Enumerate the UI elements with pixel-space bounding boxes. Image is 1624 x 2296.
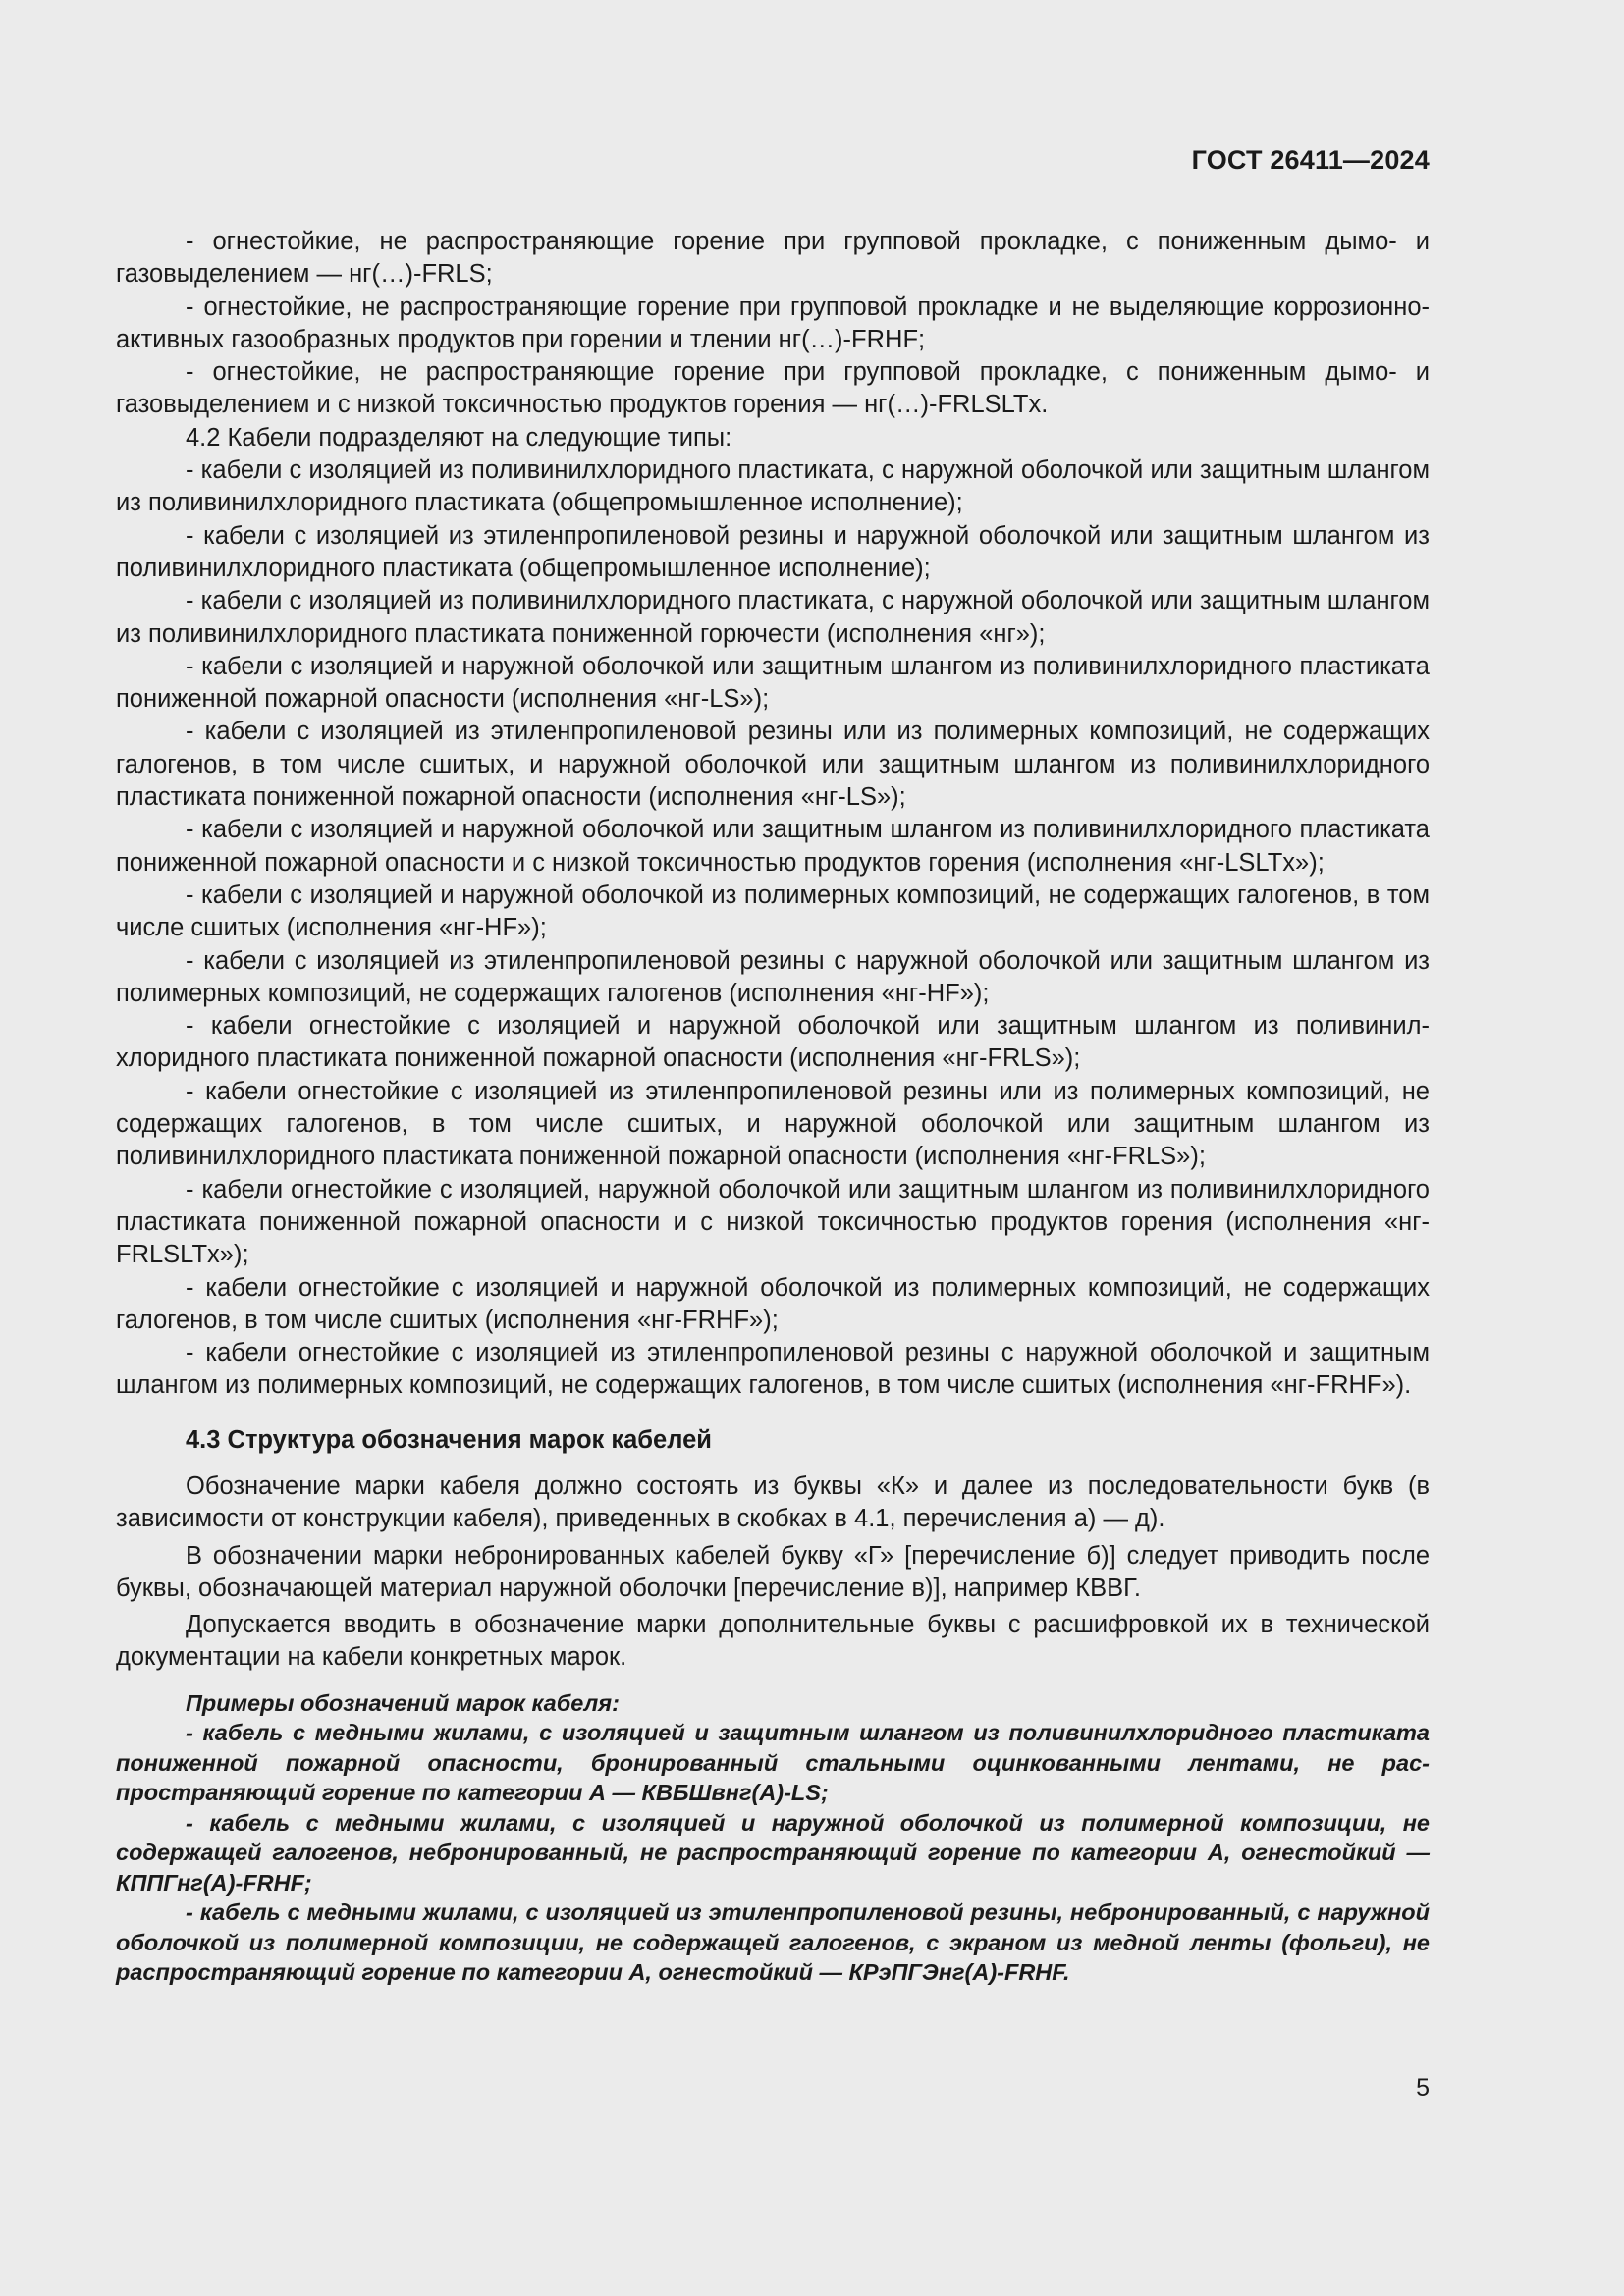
examples-block: [116, 1688, 1430, 1988]
list-item-4-2: - кабели огнестойкие с изоляцией и наружной оболочкой из полимерных композиций, не содержащих галогенов, в том числе сшитых (исполнения «нг-FRHF»);: [116, 1273, 1430, 1334]
list-item-4-2: - кабели с изоляцией и наружной оболочкой из полимерных композиций, не содержащих галогенов, в том числе сшитых (исполнения «нг-HF»);: [116, 881, 1430, 942]
list-item-4-2: - кабели с изоляцией из поливинилхлоридного пластиката, с наружной оболочкой или защитным шлангом из поливинилхлоридного пластиката пониженной горючести (исполнения «нг»);: [116, 587, 1430, 648]
list-item-4-1: - огнестойкие, не распространяющие горение при групповой прокладке и не выделяющие коррозионно-активных газообразных продуктов при горении и тлении нг(…)-FRHF;: [116, 293, 1430, 353]
section-4-3-paragraph: В обозначении марки небронированных кабелей букву «Г» [перечисление б)] следует приводить после буквы, обозначающей материал наружной оболочки [перечисление в)], например КВВГ.: [116, 1541, 1430, 1602]
list-item-4-2: - кабели огнестойкие с изоляцией из этиленпропиленовой резины с наружной оболочкой и защитным шлангом из полимерных композиций, не содержащих галогенов, в том числе сшитых (исполнения «нг-FRHF»).: [116, 1339, 1430, 1400]
list-item-4-2: - кабели огнестойкие с изоляцией, наружной оболочкой или защитным шлангом из поливинилхлоридного пластиката пониженной пожарной опасности и с низкой токсичностью продуктов горения (исполнения «нг-FRLSLTx»);: [116, 1175, 1430, 1269]
list-item-4-2: - кабели с изоляцией из этиленпропиленовой резины или из полимерных композиций, не содержащих галогенов, в том числе сшитых, и наружной оболочкой или защитным шлангом из поливинилхлоридного пластиката пониженной пожарной опасности (исполнения «нг-LS»);: [116, 718, 1430, 812]
list-item-4-1: - огнестойкие, не распространяющие горение при групповой прокладке, с пониженным дымо- и газовыделением и с низкой токсичностью продуктов горения — нг(…)-FRLSLTx.: [116, 358, 1430, 419]
example-item: - кабель с медными жилами, с изоляцией и защитным шлангом из поливинилхлоридного пластиката пониженной пожарной опасности, бронированный стальными оцинкованными лентами, не распространяющий горение по категории А — КВБШвнг(А)-LS;: [116, 1720, 1430, 1806]
list-item-4-1: - огнестойкие, не распространяющие горение при групповой прокладке, с пониженным дымо- и газовыделением — нг(…)-FRLS;: [116, 228, 1430, 289]
example-item: - кабель с медными жилами, с изоляцией из этиленпропиленовой резины, небронированный, с наружной оболочкой из полимерной композиции, не содержащей галогенов, с экраном из медной ленты (фольги), не распространяющий горение по категории А, огнестойкий — КРэПГЭнг(А)-FRHF.: [116, 1899, 1430, 1986]
page-number: 5: [1416, 2074, 1430, 2102]
list-item-4-2: - кабели огнестойкие с изоляцией и наружной оболочкой или защитным шлангом из поливинилхлоридного пластиката пониженной пожарной опасности (исполнения «нг-FRLS»);: [116, 1012, 1430, 1073]
example-item: - кабель с медными жилами, с изоляцией и наружной оболочкой из полимерной композиции, не содержащей галогенов, небронированный, не распространяющий горение по категории А, огнестойкий — КППГнг(А)-FRHF;: [116, 1809, 1430, 1896]
examples-title: Примеры обозначений марок кабеля:: [186, 1689, 620, 1716]
standard-designation: ГОСТ 26411—2024: [1191, 145, 1430, 175]
section-4-2-intro: 4.2 Кабели подразделяют на следующие типы:: [186, 423, 732, 452]
list-item-4-2: - кабели огнестойкие с изоляцией из этиленпропиленовой резины или из полимерных композиций, не содержащих галогенов, в том числе сшитых, и наружной оболочкой или защитным шлангом из поливинилхлоридного пластиката пониженной пожарной опасности (исполнения «нг-FRLS»);: [116, 1077, 1430, 1171]
section-4-3-title: 4.3 Структура обозначения марок кабелей: [186, 1425, 712, 1454]
document-body: [116, 226, 1430, 1988]
list-item-4-2: - кабели с изоляцией из этиленпропиленовой резины и наружной оболочкой или защитным шлангом из поливинилхлоридного пластиката (общепромышленное исполнение);: [116, 521, 1430, 582]
section-4-3-paragraph: Обозначение марки кабеля должно состоять из буквы «К» и далее из последовательности букв (в зависимости от конструкции кабеля), приведенных в скобках в 4.1, перечисления а) — д).: [116, 1471, 1430, 1533]
list-item-4-2: - кабели с изоляцией и наружной оболочкой или защитным шлангом из поливинилхлоридного пластиката пониженной пожарной опасности (исполнения «нг-LS»);: [116, 652, 1430, 714]
list-item-4-2: - кабели с изоляцией и наружной оболочкой или защитным шлангом из поливинилхлоридного пластиката пониженной пожарной опасности и с низкой токсичностью продуктов горения (исполнения «нг-LSLTx»);: [116, 816, 1430, 877]
section-4-3-paragraph: Допускается вводить в обозначение марки дополнительные буквы с расшифровкой их в технической документации на кабели конкретных марок.: [116, 1611, 1430, 1672]
list-item-4-2: - кабели с изоляцией из этиленпропиленовой резины с наружной оболочкой или защитным шлангом из полимерных композиций, не содержащих галогенов (исполнения «нг-HF»);: [116, 946, 1430, 1007]
list-item-4-2: - кабели с изоляцией из поливинилхлоридного пластиката, с наружной оболочкой или защитным шлангом из поливинилхлоридного пластиката (общепромышленное исполнение);: [116, 456, 1430, 517]
